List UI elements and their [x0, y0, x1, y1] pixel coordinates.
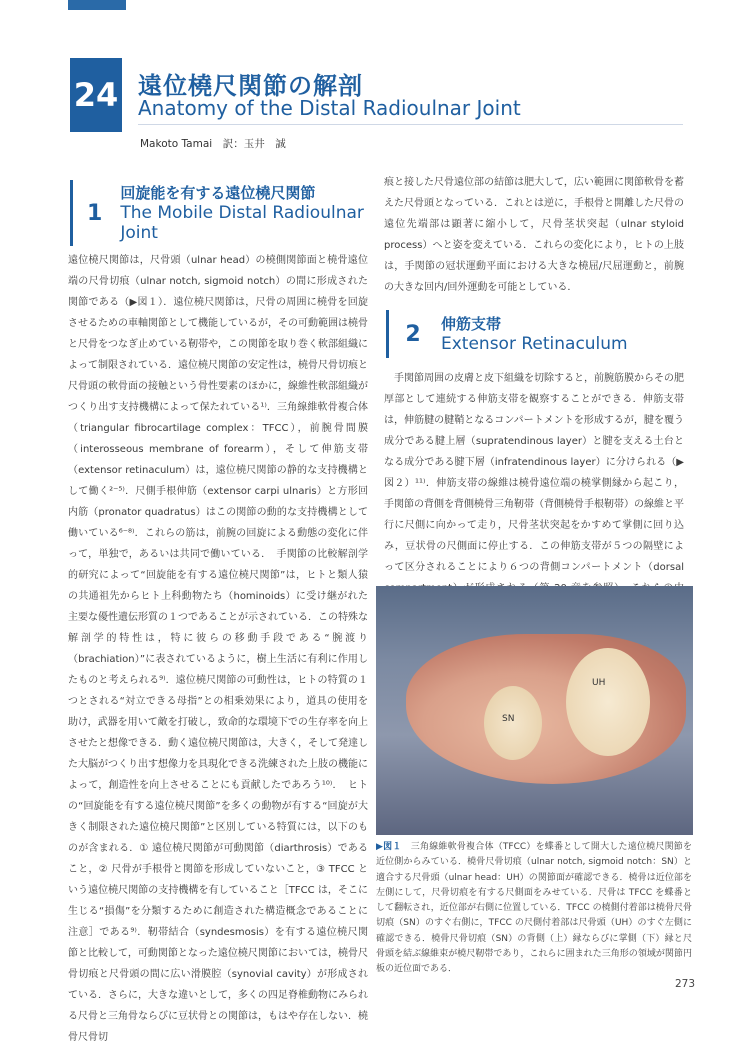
page-number: 273: [674, 978, 695, 990]
right-column-text-bottom: 手関節周囲の皮膚と皮下組織を切除すると，前腕筋膜からその肥厚部として連続する伸筋支帯を観察することができる．伸筋支帯は，伸筋腱の腱鞘となるコンパートメントを形成するが，腱を覆う成分である腱上層（supratendinous layer）と腱を支える土台となる成分である腱下層（infratendinous layer）に分けられる（▶図２）¹¹⁾．伸筋支帯の線維は橈骨遠位端の橈掌側縁から起こり，手関節の背側を背側橈骨三角靭帯（背側橈骨手根靭帯）の線維と平行に尺側に向かって走り，尺骨茎状突起をかすめて掌側に回り込み，豆状骨の尺側面に停止する．この伸筋支帯が５つの隔壁によって区分されることにより６つの背側コンパートメント（dorsal: [384, 373, 684, 573]
top-accent-bar: [68, 0, 126, 10]
left-column-text: 遠位橈尺関節は，尺骨頭（ulnar head）の橈側関節面と橈骨遠位端の尺骨切痕（ulnar notch, sigmoid notch）の間に形成された関節である（▶図１）．遠位橈尺関節は，尺骨の周囲に橈骨を回旋させるための車軸関節として機能しているが，その可動範囲は橈骨と尺骨をつなぎ止めている靭帯や，この関節を取り巻く軟部組織によって制限されている．遠位橈尺関節の安定性は，橈骨尺骨切痕と尺骨頭の軟骨面の接触という骨性要素のほかに，線維性軟部組織がつくり出す支持機構によって保たれている¹⁾．三角線維軟骨複合体（triangular fibrocartilage complex：TFCC），前腕骨間膜（interosseous membrane of forearm），そして伸筋支帯（extensor retinaculum）は，遠位橈尺関節の静的な支持機構として働く²⁻⁵⁾．尺側手根伸筋（extensor carpi ulnaris）と方形回内筋（pronator quadratus）はこの関節の動的な支持機構として働いている⁶⁻⁸⁾．これらの筋は，前腕の回旋による動態の変化に伴って，単独で，あるいは共同で働いている． 手関節の比較解剖学的研究によって“回旋能を有する遠位橈尺関節”は，ヒトと類人猿の共通祖先からヒト上科動物たち（hominoids）に受け継がれた主要な優性遺伝形質の１つであることが示されている．この特殊な解剖学的特性は，特に彼らの移動手段である“腕渡り（brachiation）”に表されているように，樹上生活に有利に作用したものと考えられる⁹⁾．遠位橈尺関節の可動性は，ヒトの特質の１つとされる“対立できる母指”との相乗効果により，道具の使用を助け，武器を用いて敵を打破し，致命的な環境下での生存率を向上させたと想像できる．動く遠位橈尺関節は，大きく，そして発達した大脳がつくり出す想像力を具現化できる洗練された上肢の機能によって，創造性を向上させることにも貢献したであろう¹⁰⁾． ヒトの“回旋能を有する遠位橈尺関節”を多くの動物が有する“回旋が大きく制限された遠位橈尺関節”と区別している特質には，以下のものが含まれる．① 遠位橈尺関節が可動関節（diarthrosis）であること，② 尺骨が手根骨と関節を形成していないこと，③ TFCC という遠位橈尺関節の支持機構を有していること［TFCC は，そこに生じる“損傷”を分類するために創造された構造概念であることに注意］である⁹⁾．靭帯結合（syndesmosis）を有する遠位橈尺関節と比較して，可動関節となった遠位橈尺関節においては，橈骨尺骨切痕と尺骨頭の間に広い滑膜腔（synovial cavity）が形成されている．さらに，大きな違いとして，多くの四足脊椎動物にみられる尺骨と三角骨ならびに豆状骨との関節は，もはや存在しない．橈骨尺骨切: [68, 255, 368, 1043]
section-2-title-en: Extensor Retinaculum: [441, 334, 628, 354]
chapter-title-en: Anatomy of the Distal Radioulnar Joint: [138, 96, 521, 120]
section-2-title: [441, 314, 628, 354]
section-2-title-jp: 伸筋支帯: [441, 315, 502, 333]
figure-1-caption: [376, 840, 692, 978]
section-2-number: 2: [386, 310, 431, 358]
title-divider: [138, 124, 683, 125]
figure-1-photo: [376, 586, 693, 835]
figure-1-caption-text: 三角線維軟骨複合体（TFCC）を蝶番として開大した遠位橈尺関節を近位側からみている．橈骨尺骨切痕（ulnar notch, sigmoid notch：SN）と適合する尺骨頭（ulnar head：UH）の関節面が確認できる．橈骨は近位部を左側にして，尺骨切痕を有する尺側面をみせている．尺骨は TFCC を蝶番として翻転され，近位部が右側に位置している．TFCC の橈側付着部は橈骨尺骨切痕（SN）のすぐ右側に，TFCC の尺側付着部は尺骨頭（UH）のすぐ左側に確認できる．橈骨尺骨切痕（SN）の背側（上）縁ならびに掌側（下）縁と尺骨頭を結ぶ線維束が橈尺靭帯であり，これらに囲まれた三角形の領域が関節円板の近位面である．: [376, 842, 692, 975]
top-bar: [68, 0, 731, 20]
section-2-heading: [386, 310, 686, 358]
sn-label: SN: [502, 714, 515, 724]
section-1-title: [120, 183, 370, 243]
uh-label: UH: [592, 678, 606, 688]
section-1-heading: [70, 180, 370, 246]
ulnar-head-surface: [566, 648, 650, 756]
section-1-number: 1: [70, 180, 110, 246]
figure-1-caption-lead: ▶図１: [376, 842, 402, 852]
right-column-text-top: 痕と接した尺骨遠位部の結節は肥大して，広い範囲に関節軟骨を蓄えた尺骨頭となっている．これとは逆に，手根骨と開離した尺骨の遠位先端部は顕著に縮小して，尺骨茎状突起（ulnar styloid process）へと姿を変えている．これらの変化により，ヒトの上肢は，手関節の冠状運動平面における大きな橈屈/尺屈運動と，前腕の大きな回内/回外運動を可能としている．: [384, 177, 684, 293]
chapter-number: 24: [70, 58, 122, 132]
byline: Makoto Tamai 訳：玉井 誠: [140, 138, 286, 150]
chapter-title-jp: 遠位橈尺関節の解剖: [138, 72, 363, 100]
section-1-title-jp: 回旋能を有する遠位橈尺関節: [120, 184, 316, 202]
section-1-title-en: The Mobile Distal Radioulnar Joint: [120, 203, 364, 243]
